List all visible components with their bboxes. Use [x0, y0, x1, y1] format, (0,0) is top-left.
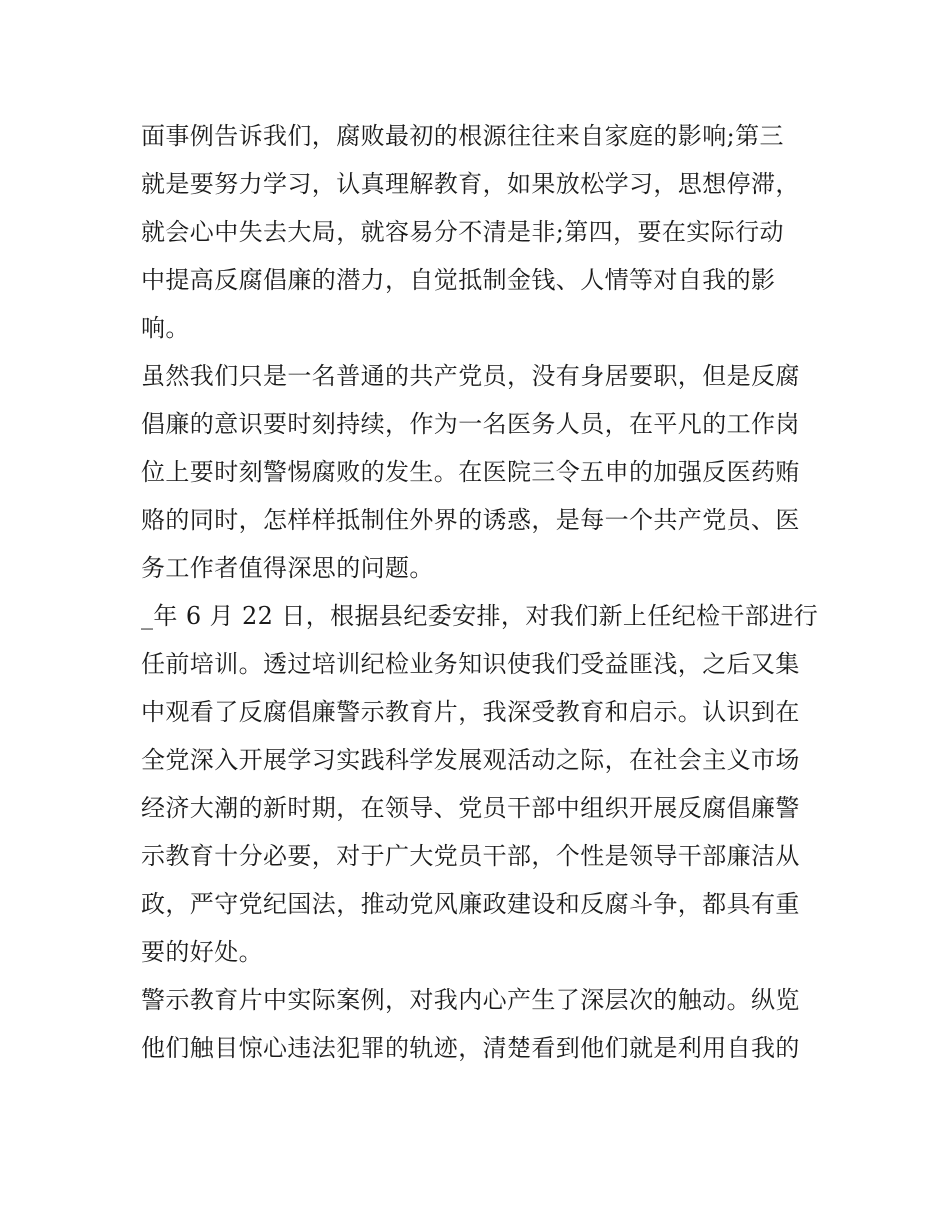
text-line: 位上要时刻警惕腐败的发生。在医院三令五申的加强反医药贿: [141, 458, 800, 486]
text-line: _年 6 月 22 日，根据县纪委安排，对我们新上任纪检干部进行: [141, 602, 819, 630]
text-line: 中提高反腐倡廉的潜力，自觉抵制金钱、人情等对自我的影: [141, 266, 776, 294]
text-line: 虽然我们只是一名普通的共产党员，没有身居要职，但是反腐: [141, 362, 800, 390]
text-line: 任前培训。透过培训纪检业务知识使我们受益匪浅，之后又集: [141, 650, 800, 678]
document-body: [141, 112, 819, 1072]
text-line: 务工作者值得深思的问题。: [141, 554, 434, 582]
text-line: 警示教育片中实际案例，对我内心产生了深层次的触动。纵览: [141, 986, 800, 1014]
text-line: 倡廉的意识要时刻持续，作为一名医务人员，在平凡的工作岗: [141, 410, 800, 438]
text-line: 全党深入开展学习实践科学发展观活动之际，在社会主义市场: [141, 746, 800, 774]
text-line: 经济大潮的新时期，在领导、党员干部中组织开展反腐倡廉警: [141, 794, 800, 822]
text-line: 示教育十分必要，对于广大党员干部，个性是领导干部廉洁从: [141, 842, 800, 870]
text-line: 中观看了反腐倡廉警示教育片，我深受教育和启示。认识到在: [141, 698, 800, 726]
text-line: 就会心中失去大局，就容易分不清是非;第四，要在实际行动: [141, 218, 784, 246]
text-line: 响。: [141, 314, 190, 342]
text-line: 要的好处。: [141, 938, 263, 966]
text-line: 政，严守党纪国法，推动党风廉政建设和反腐斗争，都具有重: [141, 890, 800, 918]
text-line: 面事例告诉我们，腐败最初的根源往往来自家庭的影响;第三: [141, 122, 784, 150]
text-line: 他们触目惊心违法犯罪的轨迹，清楚看到他们就是利用自我的: [141, 1034, 800, 1062]
text-line: 赂的同时，怎样样抵制住外界的诱惑，是每一个共产党员、医: [141, 506, 800, 534]
text-line: 就是要努力学习，认真理解教育，如果放松学习，思想停滞，: [141, 170, 800, 198]
